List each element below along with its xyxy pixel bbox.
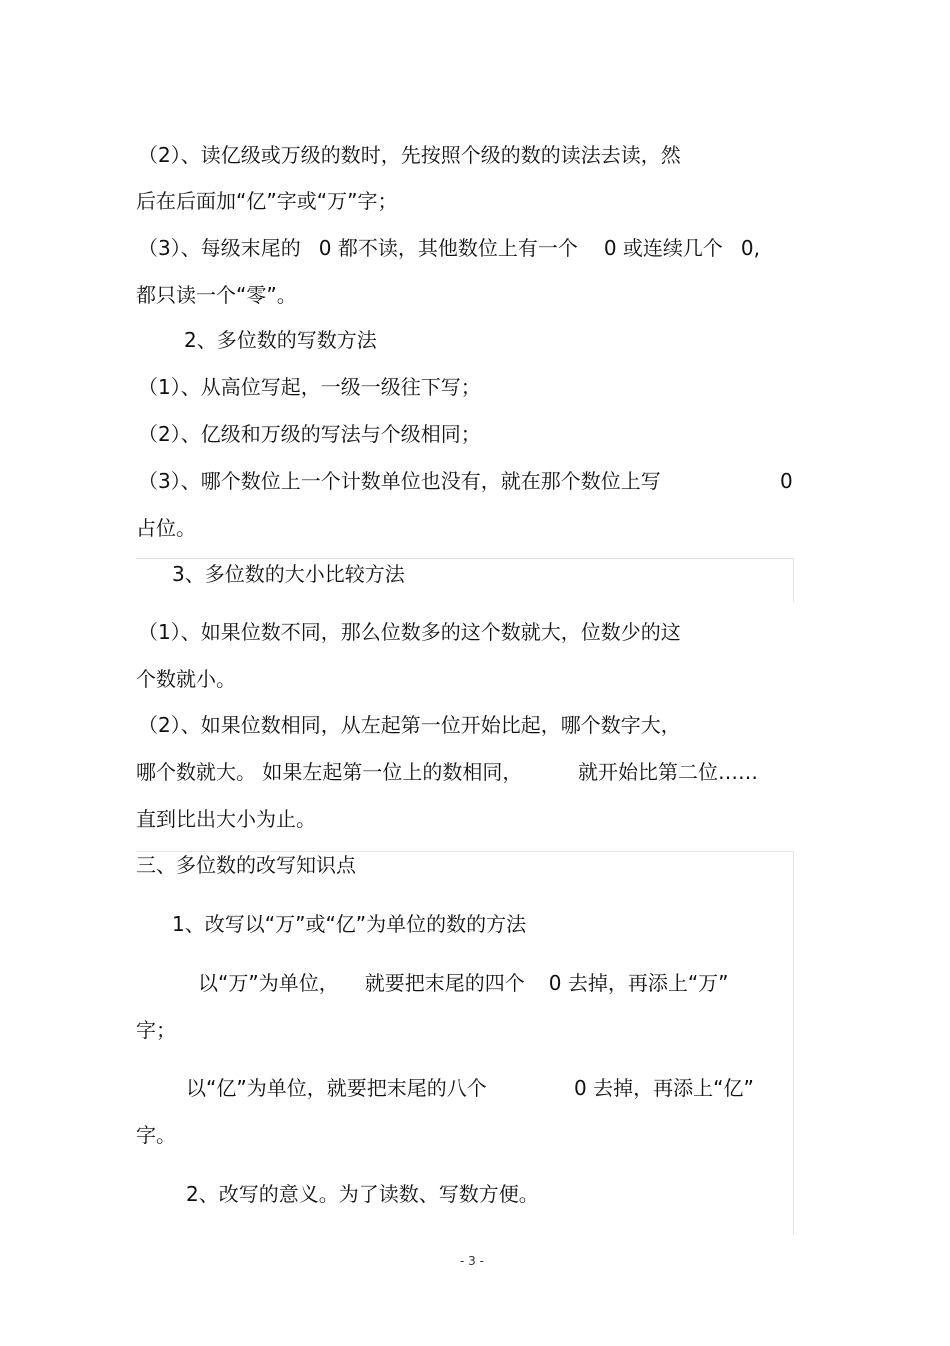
comparison-item-1-line2: 个数就小。 [136,667,236,691]
writing-item-2: （2）、亿级和万级的写法与个级相同； [138,422,481,446]
writing-item-3-zero: 0 [780,469,793,493]
rewriting-sub2-heading: 2、改写的意义。为了读数、写数方便。 [186,1182,539,1206]
rewriting-wan-text-a: 以“万”为单位， [198,971,339,995]
comparison-item-2-line2-b: 就开始比第二位…… [578,760,758,784]
table-rule-right [793,558,794,602]
comparison-item-2-line1: （2）、如果位数相同，从左起第一位开始比起，哪个数字大， [138,713,681,737]
page-number: - 3 - [460,1254,484,1268]
rewriting-sub1-heading: 1、改写以“万”或“亿”为单位的数的方法 [172,912,527,936]
reading-rule-3-text-d: 0, [740,236,761,260]
writing-item-3-line2: 占位。 [136,516,196,540]
writing-item-1: （1）、从高位写起，一级一级往下写； [138,375,481,399]
rewriting-wan-text-c: 0 去掉，再添上“万” [548,971,729,995]
rewriting-yi-text-a: 以“亿”为单位，就要把末尾的八个 [186,1076,487,1100]
rewriting-wan-line2: 字； [136,1018,176,1042]
rewriting-wan-line1 [198,971,729,995]
reading-rule-3-text-b: 0 都不读，其他数位上有一个 [318,236,578,260]
comparison-heading: 3、多位数的大小比较方法 [172,562,405,586]
reading-rule-3-text-a: （3）、每级末尾的 [138,236,301,260]
comparison-item-2-line2-a: 哪个数就大。 如果左起第一位上的数相同， [136,760,523,784]
reading-rule-2-line2: 后在后面加“亿”字或“万”字； [136,189,398,213]
writing-heading: 2、多位数的写数方法 [184,328,377,352]
rewriting-wan-text-b: 就要把末尾的四个 [364,971,525,995]
table-rule-middle [136,851,794,852]
reading-rule-3-line2: 都只读一个“零”。 [136,283,297,307]
reading-rule-3-text-c: 0 或连续几个 [603,236,723,260]
table-rule-right-lower [793,851,794,1235]
comparison-item-1-line1: （1）、如果位数不同，那么位数多的这个数就大，位数少的这 [138,620,681,644]
rewriting-yi-text-b: 0 去掉，再添上“亿” [574,1076,754,1100]
rewriting-yi-line2: 字。 [136,1123,176,1147]
comparison-item-2-line3: 直到比出大小为止。 [136,807,316,831]
table-rule-top [136,558,794,559]
writing-item-3-text: （3）、哪个数位上一个计数单位也没有，就在那个数位上写 [138,469,661,493]
reading-rule-2-line1: （2）、读亿级或万级的数时，先按照个级的数的读法去读，然 [138,143,681,167]
rewriting-section-heading: 三、多位数的改写知识点 [136,853,356,877]
reading-rule-3-line1 [138,236,760,260]
